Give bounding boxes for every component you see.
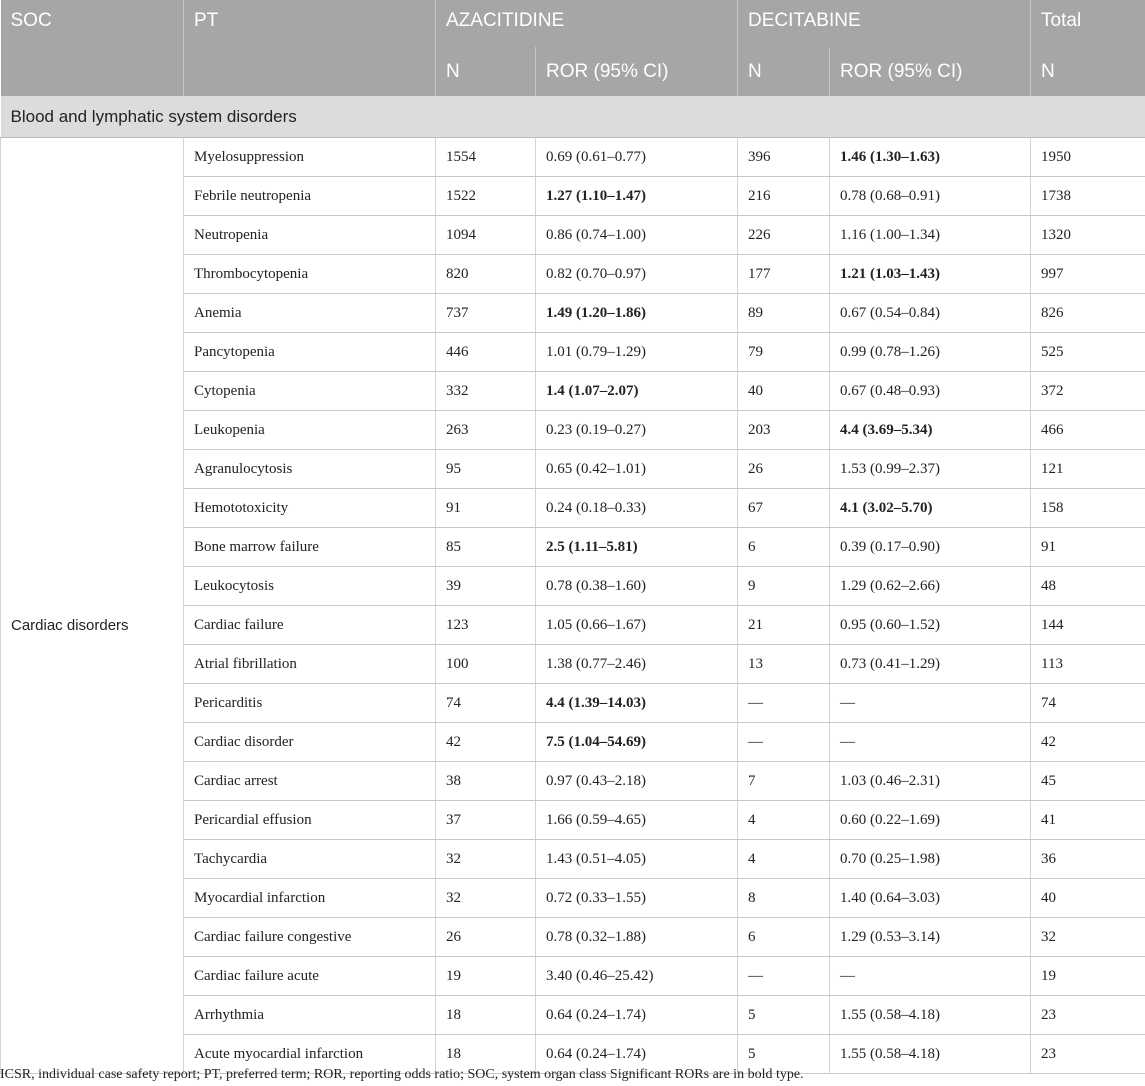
cell-total: 158: [1031, 489, 1145, 528]
cell-aza-ror: 1.27 (1.10–1.47): [536, 177, 738, 216]
cell-total: 45: [1031, 762, 1145, 801]
cell-dec-n: 13: [738, 645, 830, 684]
table-row: [1, 762, 1145, 801]
section-row: [1, 96, 1145, 138]
table-row: [1, 372, 1145, 411]
cell-total: 41: [1031, 801, 1145, 840]
table-row: [1, 411, 1145, 450]
cell-aza-ror: 0.23 (0.19–0.27): [536, 411, 738, 450]
table-row: [1, 606, 1145, 645]
cell-pt: Hemototoxicity: [184, 489, 436, 528]
cell-dec-n: 4: [738, 801, 830, 840]
cell-dec-ror: 1.03 (0.46–2.31): [830, 762, 1031, 801]
cell-aza-ror: 1.01 (0.79–1.29): [536, 333, 738, 372]
table-row: [1, 879, 1145, 918]
cell-pt: Atrial fibrillation: [184, 645, 436, 684]
cell-aza-n: 42: [436, 723, 536, 762]
cell-pt: Leukocytosis: [184, 567, 436, 606]
cell-dec-ror: —: [830, 957, 1031, 996]
table-header: [1, 0, 1145, 96]
cell-total: 36: [1031, 840, 1145, 879]
table-body: [1, 96, 1145, 1074]
header-row-1: [1, 0, 1145, 47]
cell-aza-n: 39: [436, 567, 536, 606]
cell-dec-n: 6: [738, 528, 830, 567]
cell-total: 74: [1031, 684, 1145, 723]
cell-pt: Cardiac failure congestive: [184, 918, 436, 957]
cell-soc: [1, 372, 184, 411]
cell-dec-n: 177: [738, 255, 830, 294]
cell-dec-ror: 0.70 (0.25–1.98): [830, 840, 1031, 879]
cell-dec-ror: 0.99 (0.78–1.26): [830, 333, 1031, 372]
cell-pt: Myocardial infarction: [184, 879, 436, 918]
header-decitabine: DECITABINE: [738, 0, 1031, 47]
table-row: [1, 450, 1145, 489]
cell-pt: Anemia: [184, 294, 436, 333]
cell-total: 32: [1031, 918, 1145, 957]
table-row: [1, 567, 1145, 606]
cell-total: 466: [1031, 411, 1145, 450]
cell-aza-ror: 0.78 (0.32–1.88): [536, 918, 738, 957]
cell-pt: Agranulocytosis: [184, 450, 436, 489]
cell-total: 113: [1031, 645, 1145, 684]
cell-aza-n: 26: [436, 918, 536, 957]
cell-dec-ror: 0.67 (0.54–0.84): [830, 294, 1031, 333]
cell-aza-n: 18: [436, 1035, 536, 1074]
cell-dec-n: 226: [738, 216, 830, 255]
cell-dec-n: 8: [738, 879, 830, 918]
cell-dec-n: 79: [738, 333, 830, 372]
cell-aza-n: 18: [436, 996, 536, 1035]
cell-pt: Febrile neutropenia: [184, 177, 436, 216]
header-pt: PT: [184, 0, 436, 96]
table-row: [1, 294, 1145, 333]
cell-dec-ror: 4.1 (3.02–5.70): [830, 489, 1031, 528]
cell-pt: Pericardial effusion: [184, 801, 436, 840]
cell-pt: Cardiac disorder: [184, 723, 436, 762]
cell-aza-ror: 1.4 (1.07–2.07): [536, 372, 738, 411]
cell-soc: [1, 957, 184, 996]
cell-aza-n: 38: [436, 762, 536, 801]
header-dec-ror: ROR (95% CI): [830, 47, 1031, 96]
cell-dec-ror: 4.4 (3.69–5.34): [830, 411, 1031, 450]
cell-aza-n: 1554: [436, 138, 536, 177]
cell-soc: [1, 528, 184, 567]
cell-dec-n: 21: [738, 606, 830, 645]
cell-dec-n: 216: [738, 177, 830, 216]
cell-total: 1320: [1031, 216, 1145, 255]
table-row: [1, 333, 1145, 372]
table-row: [1, 996, 1145, 1035]
cell-aza-ror: 3.40 (0.46–25.42): [536, 957, 738, 996]
cell-total: 1950: [1031, 138, 1145, 177]
cell-aza-n: 332: [436, 372, 536, 411]
header-azacitidine: AZACITIDINE: [436, 0, 738, 47]
cell-aza-n: 263: [436, 411, 536, 450]
cell-total: 91: [1031, 528, 1145, 567]
cell-total: 1738: [1031, 177, 1145, 216]
cell-pt: Thrombocytopenia: [184, 255, 436, 294]
cell-aza-ror: 0.64 (0.24–1.74): [536, 996, 738, 1035]
cell-aza-ror: 1.66 (0.59–4.65): [536, 801, 738, 840]
cell-soc: [1, 294, 184, 333]
cell-aza-ror: 1.38 (0.77–2.46): [536, 645, 738, 684]
cell-aza-n: 1522: [436, 177, 536, 216]
cell-dec-ror: 0.60 (0.22–1.69): [830, 801, 1031, 840]
cell-soc: [1, 762, 184, 801]
cell-soc: [1, 489, 184, 528]
header-aza-n: N: [436, 47, 536, 96]
cell-soc: [1, 645, 184, 684]
cell-dec-n: 89: [738, 294, 830, 333]
cell-total: 997: [1031, 255, 1145, 294]
table-row: [1, 489, 1145, 528]
cell-aza-n: 123: [436, 606, 536, 645]
table-row: [1, 801, 1145, 840]
cell-soc: [1, 840, 184, 879]
cell-aza-ror: 1.43 (0.51–4.05): [536, 840, 738, 879]
table-row: [1, 255, 1145, 294]
table-row: [1, 177, 1145, 216]
cell-soc: [1, 996, 184, 1035]
cell-dec-ror: 1.21 (1.03–1.43): [830, 255, 1031, 294]
cell-dec-n: —: [738, 684, 830, 723]
cell-dec-n: 7: [738, 762, 830, 801]
cell-dec-n: —: [738, 723, 830, 762]
cell-pt: Cardiac failure: [184, 606, 436, 645]
cell-soc: [1, 450, 184, 489]
cell-aza-ror: 0.78 (0.38–1.60): [536, 567, 738, 606]
table-row: [1, 723, 1145, 762]
cell-dec-ror: 1.55 (0.58–4.18): [830, 1035, 1031, 1074]
cell-total: 525: [1031, 333, 1145, 372]
cell-aza-ror: 0.64 (0.24–1.74): [536, 1035, 738, 1074]
cell-soc: Cardiac disorders: [1, 606, 184, 645]
cell-aza-n: 100: [436, 645, 536, 684]
cell-soc: [1, 879, 184, 918]
cell-aza-n: 95: [436, 450, 536, 489]
cell-aza-n: 37: [436, 801, 536, 840]
cell-dec-n: 5: [738, 1035, 830, 1074]
cell-total: 19: [1031, 957, 1145, 996]
cell-dec-n: 40: [738, 372, 830, 411]
cell-pt: Acute myocardial infarction: [184, 1035, 436, 1074]
table-row: [1, 138, 1145, 177]
cell-dec-n: 5: [738, 996, 830, 1035]
cell-aza-ror: 2.5 (1.11–5.81): [536, 528, 738, 567]
table-row: [1, 216, 1145, 255]
cell-aza-ror: 0.97 (0.43–2.18): [536, 762, 738, 801]
cell-dec-ror: —: [830, 723, 1031, 762]
cell-soc: [1, 801, 184, 840]
cell-pt: Arrhythmia: [184, 996, 436, 1035]
cell-dec-ror: 1.40 (0.64–3.03): [830, 879, 1031, 918]
cell-pt: Cardiac arrest: [184, 762, 436, 801]
cell-dec-n: 67: [738, 489, 830, 528]
cell-dec-ror: 1.29 (0.53–3.14): [830, 918, 1031, 957]
cell-aza-ror: 1.05 (0.66–1.67): [536, 606, 738, 645]
cell-aza-n: 85: [436, 528, 536, 567]
cell-total: 23: [1031, 1035, 1145, 1074]
cell-dec-n: 396: [738, 138, 830, 177]
cell-dec-ror: —: [830, 684, 1031, 723]
cell-soc: [1, 216, 184, 255]
header-total-n: N: [1031, 47, 1145, 96]
header-soc: SOC: [1, 0, 184, 96]
cell-pt: Tachycardia: [184, 840, 436, 879]
cell-aza-ror: 7.5 (1.04–54.69): [536, 723, 738, 762]
section-title: Blood and lymphatic system disorders: [1, 96, 1145, 138]
cell-aza-ror: 4.4 (1.39–14.03): [536, 684, 738, 723]
cell-aza-n: 19: [436, 957, 536, 996]
table-row: [1, 528, 1145, 567]
cell-dec-n: 26: [738, 450, 830, 489]
cell-pt: Myelosuppression: [184, 138, 436, 177]
cell-dec-n: 4: [738, 840, 830, 879]
cell-total: 42: [1031, 723, 1145, 762]
cell-pt: Pericarditis: [184, 684, 436, 723]
table-row: [1, 957, 1145, 996]
cell-aza-n: 32: [436, 840, 536, 879]
cell-aza-ror: 0.24 (0.18–0.33): [536, 489, 738, 528]
cell-total: 23: [1031, 996, 1145, 1035]
cell-aza-ror: 0.69 (0.61–0.77): [536, 138, 738, 177]
cell-aza-ror: 0.72 (0.33–1.55): [536, 879, 738, 918]
cell-dec-ror: 0.78 (0.68–0.91): [830, 177, 1031, 216]
cell-aza-n: 737: [436, 294, 536, 333]
cell-dec-ror: 1.46 (1.30–1.63): [830, 138, 1031, 177]
cell-pt: Cardiac failure acute: [184, 957, 436, 996]
cell-pt: Pancytopenia: [184, 333, 436, 372]
cell-pt: Bone marrow failure: [184, 528, 436, 567]
cell-soc: [1, 138, 184, 177]
cell-total: 372: [1031, 372, 1145, 411]
cell-aza-n: 91: [436, 489, 536, 528]
cell-dec-ror: 1.55 (0.58–4.18): [830, 996, 1031, 1035]
cell-total: 121: [1031, 450, 1145, 489]
table-row: [1, 840, 1145, 879]
cell-aza-n: 32: [436, 879, 536, 918]
cell-total: 40: [1031, 879, 1145, 918]
cell-soc: [1, 411, 184, 450]
cell-dec-n: 203: [738, 411, 830, 450]
cell-dec-n: 6: [738, 918, 830, 957]
cell-pt: Neutropenia: [184, 216, 436, 255]
cell-dec-ror: 0.95 (0.60–1.52): [830, 606, 1031, 645]
cell-aza-ror: 1.49 (1.20–1.86): [536, 294, 738, 333]
cell-total: 826: [1031, 294, 1145, 333]
cell-aza-ror: 0.82 (0.70–0.97): [536, 255, 738, 294]
cell-aza-n: 1094: [436, 216, 536, 255]
header-total: Total: [1031, 0, 1145, 47]
cell-dec-n: 9: [738, 567, 830, 606]
cell-aza-n: 446: [436, 333, 536, 372]
cell-aza-ror: 0.86 (0.74–1.00): [536, 216, 738, 255]
cell-dec-ror: 0.67 (0.48–0.93): [830, 372, 1031, 411]
cell-total: 144: [1031, 606, 1145, 645]
table-row: [1, 684, 1145, 723]
cell-soc: [1, 567, 184, 606]
cell-soc: [1, 177, 184, 216]
cell-soc: [1, 333, 184, 372]
header-aza-ror: ROR (95% CI): [536, 47, 738, 96]
cell-pt: Cytopenia: [184, 372, 436, 411]
cell-aza-ror: 0.65 (0.42–1.01): [536, 450, 738, 489]
cell-soc: [1, 684, 184, 723]
cell-dec-ror: 1.53 (0.99–2.37): [830, 450, 1031, 489]
cell-dec-n: —: [738, 957, 830, 996]
cell-dec-ror: 0.39 (0.17–0.90): [830, 528, 1031, 567]
table-footnote: ICSR, individual case safety report; PT, preferred term; ROR, reporting odds ratio; SOC, system organ class Significant RORs are in bold type.: [0, 1067, 804, 1082]
header-dec-n: N: [738, 47, 830, 96]
cell-pt: Leukopenia: [184, 411, 436, 450]
cell-dec-ror: 1.16 (1.00–1.34): [830, 216, 1031, 255]
cell-soc: [1, 723, 184, 762]
table-row: [1, 645, 1145, 684]
cell-aza-n: 74: [436, 684, 536, 723]
cell-total: 48: [1031, 567, 1145, 606]
cell-aza-n: 820: [436, 255, 536, 294]
table-row: [1, 918, 1145, 957]
cell-dec-ror: 1.29 (0.62–2.66): [830, 567, 1031, 606]
cell-dec-ror: 0.73 (0.41–1.29): [830, 645, 1031, 684]
cell-soc: [1, 255, 184, 294]
cell-soc: [1, 918, 184, 957]
